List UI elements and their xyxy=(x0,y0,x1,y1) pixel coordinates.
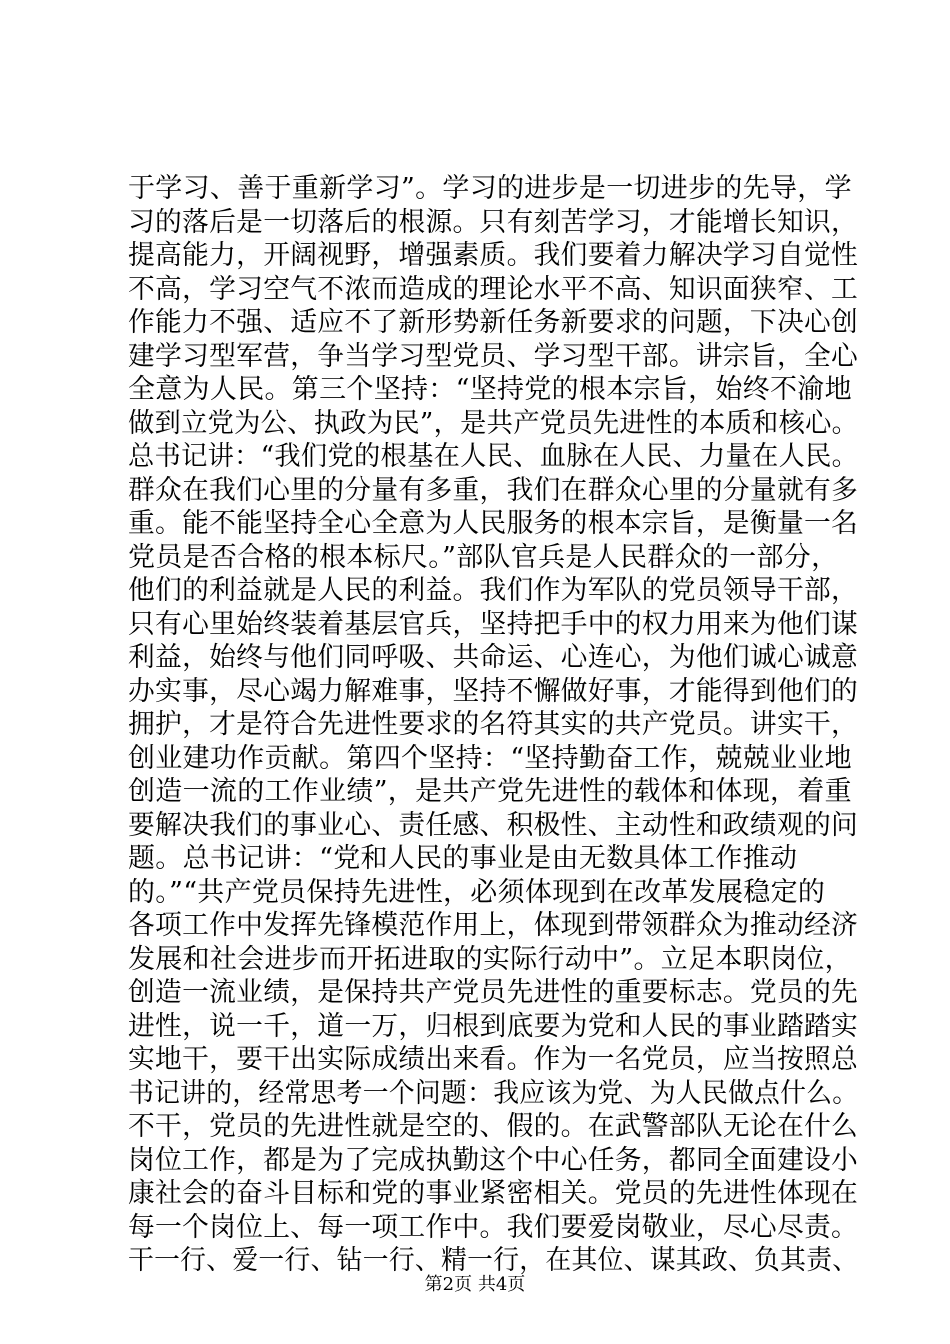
page-footer: 第2页 共4页 xyxy=(424,1274,526,1295)
text-line: 的。”“共产党员保持先进性，必须体现到在改革发展稳定的 xyxy=(128,876,826,908)
text-line: 他们的利益就是人民的利益。我们作为军队的党员领导干部， xyxy=(128,575,859,606)
text-line: 群众在我们心里的分量有多重，我们在群众心里的分量就有多 xyxy=(128,474,859,506)
text-line: 提高能力，开阔视野，增强素质。我们要着力解决学习自觉性 xyxy=(128,240,859,271)
text-line: 作能力不强、适应不了新形势新任务新要求的问题，下决心创 xyxy=(128,307,859,338)
text-line: 各项工作中发挥先锋模范作用上，体现到带领群众为推动经济 xyxy=(128,910,859,941)
text-line: 习的落后是一切落后的根源。只有刻苦学习，才能增长知识， xyxy=(128,206,859,238)
text-line: 发展和社会进步而开拓进取的实际行动中”。立足本职岗位， xyxy=(128,943,852,975)
text-line: 创造一流的工作业绩”，是共产党先进性的载体和体现，着重 xyxy=(128,776,852,807)
text-line: 岗位工作，都是为了完成执勤这个中心任务，都同全面建设小 xyxy=(128,1144,859,1176)
text-line: 进性，说一千，道一万，归根到底要为党和人民的事业踏踏实 xyxy=(128,1010,859,1042)
text-line: 重。能不能坚持全心全意为人民服务的根本宗旨，是衡量一名 xyxy=(128,508,859,539)
text-line: 要解决我们的事业心、责任感、积极性、主动性和政绩观的问 xyxy=(128,809,859,841)
text-line: 不高，学习空气不浓而造成的理论水平不高、知识面狭窄、工 xyxy=(128,273,859,305)
text-line: 办实事，尽心竭力解难事，坚持不懈做好事，才能得到他们的 xyxy=(128,675,859,707)
text-line: 书记讲的，经常思考一个问题：我应该为党、为人民做点什么。 xyxy=(128,1077,859,1109)
text-line: 利益，始终与他们同呼吸、共命运、心连心，为他们诚心诚意 xyxy=(128,642,859,673)
text-line: 每一个岗位上、每一项工作中。我们要爱岗敬业，尽心尽责。 xyxy=(128,1211,859,1243)
text-line: 创造一流业绩，是保持共产党员先进性的重要标志。党员的先 xyxy=(128,977,859,1008)
body-text xyxy=(128,172,858,1278)
text-line: 创业建功作贡献。第四个坚持：“坚持勤奋工作，兢兢业业地 xyxy=(128,742,852,774)
text-line: 建学习型军营，争当学习型党员、学习型干部。讲宗旨，全心 xyxy=(128,340,859,372)
text-line: 干一行、爱一行、钻一行、精一行，在其位、谋其政、负其责、 xyxy=(128,1245,859,1276)
text-line: 于学习、善于重新学习”。学习的进步是一切进步的先导，学 xyxy=(128,173,852,204)
text-line: 拥护，才是符合先进性要求的名符其实的共产党员。讲实干， xyxy=(128,709,859,740)
text-line: 题。总书记讲：“党和人民的事业是由无数具体工作推动 xyxy=(128,843,798,874)
text-line: 康社会的奋斗目标和党的事业紧密相关。党员的先进性体现在 xyxy=(128,1178,859,1209)
text-line: 全意为人民。第三个坚持：“坚持党的根本宗旨，始终不渝地 xyxy=(128,374,852,405)
text-line: 党员是否合格的根本标尺。”部队官兵是人民群众的一部分， xyxy=(128,541,839,573)
text-line: 不干，党员的先进性就是空的、假的。在武警部队无论在什么 xyxy=(128,1111,859,1142)
text-line: 只有心里始终装着基层官兵，坚持把手中的权力用来为他们谋 xyxy=(128,608,859,640)
text-line: 做到立党为公、执政为民”，是共产党员先进性的本质和核心。 xyxy=(128,407,859,439)
text-line: 总书记讲：“我们党的根基在人民、血脉在人民、力量在人民。 xyxy=(128,441,859,472)
text-line: 实地干，要干出实际成绩出来看。作为一名党员，应当按照总 xyxy=(128,1044,859,1075)
